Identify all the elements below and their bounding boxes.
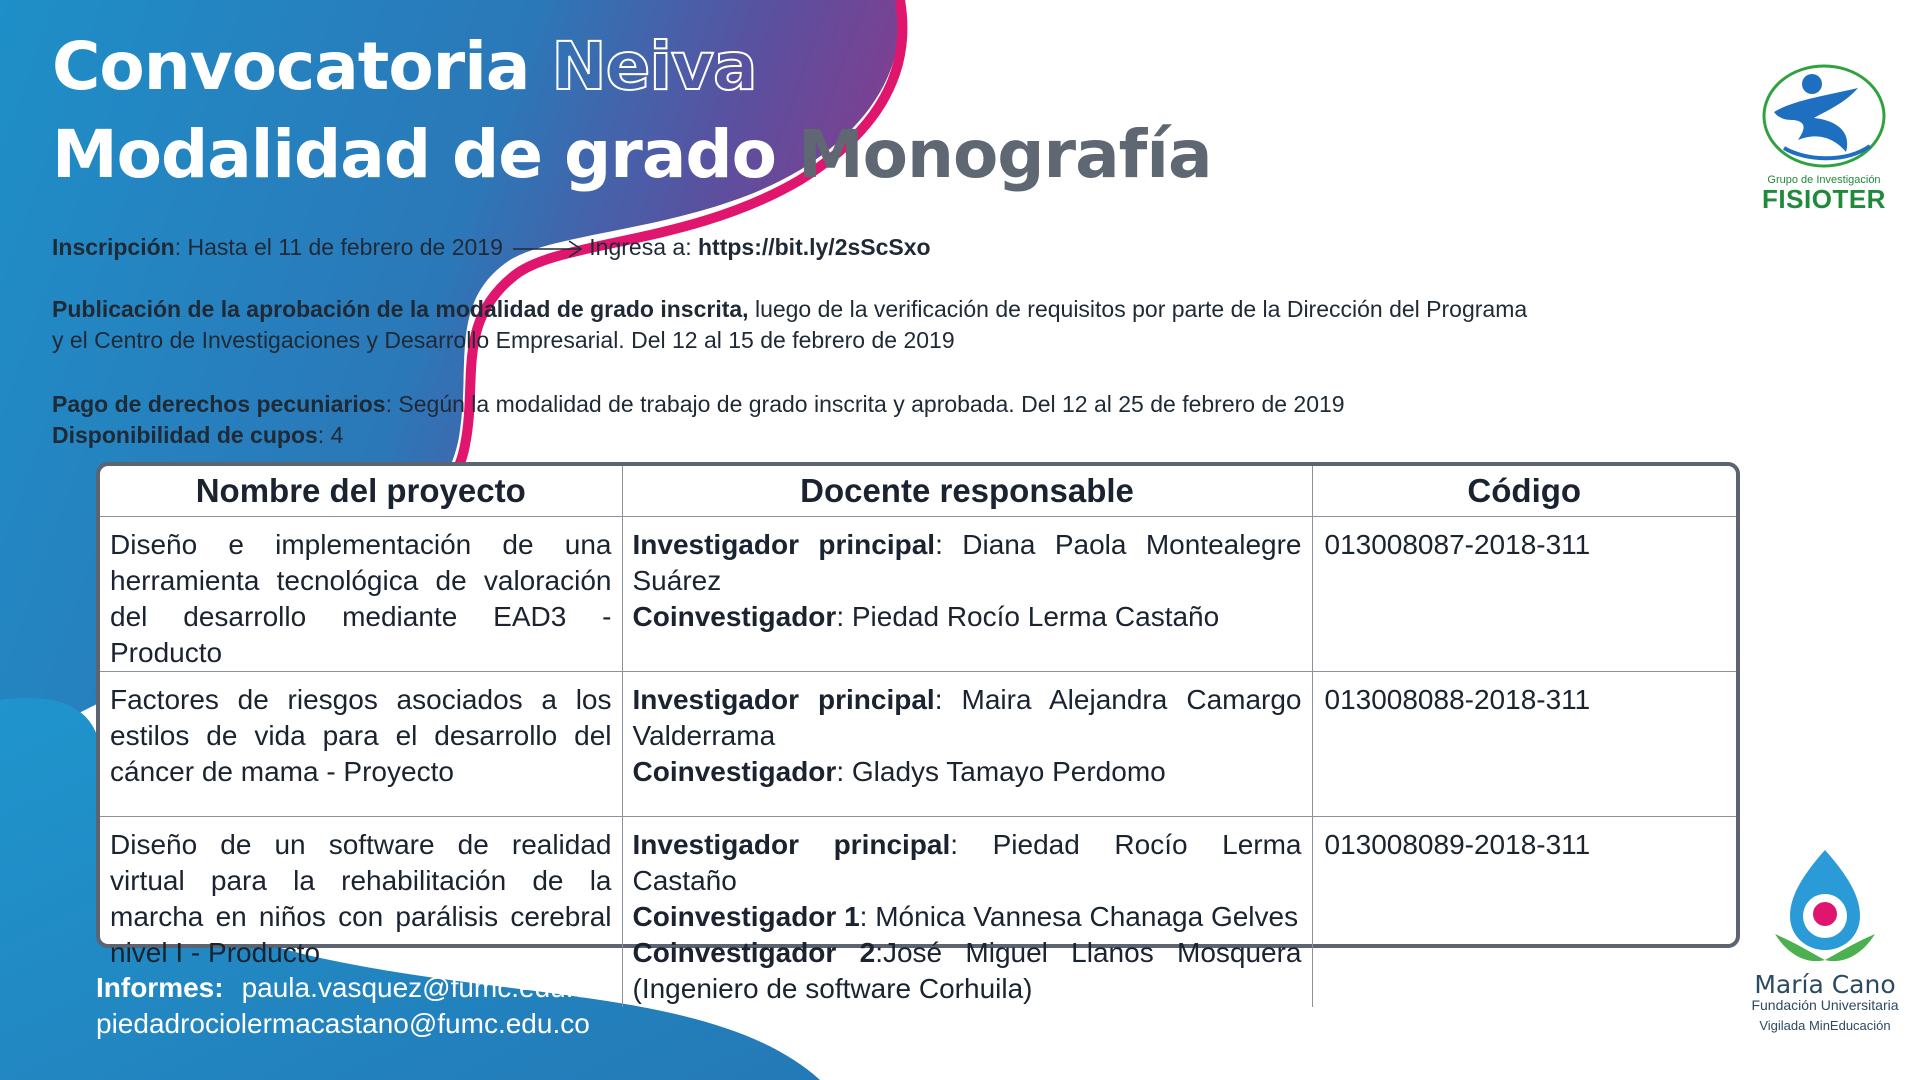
- arrow-right-icon: [513, 239, 585, 259]
- table-header-row: [100, 466, 1736, 516]
- header-project: Nombre del proyecto: [100, 466, 622, 516]
- project-code: 013008089-2018-311: [1312, 816, 1736, 1007]
- teacher-cell: Investigador principal: Diana Paola Montealegre Suárez Coinvestigador: Piedad Rocío Lerma Castaño: [622, 516, 1312, 671]
- fisioter-logo: Grupo de Investigación FISIOTER: [1754, 60, 1894, 220]
- payment-line: Pago de derechos pecuniarios: Según la modalidad de trabajo de grado inscrita y aprobada. Del 12 al 25 de febrero de 2019: [52, 391, 1345, 417]
- project-code: 013008087-2018-311: [1312, 516, 1736, 671]
- header-teacher: Docente responsable: [622, 466, 1312, 516]
- maria-cano-emblem-icon: [1740, 848, 1910, 970]
- contact-label: Informes:: [96, 972, 224, 1003]
- table-row: [100, 516, 1736, 671]
- contact-block: [96, 970, 603, 1042]
- teacher-cell: Investigador principal: Maira Alejandra Camargo Valderrama Coinvestigador: Gladys Tamayo Perdomo: [622, 671, 1312, 816]
- title-city: Neiva: [551, 28, 757, 105]
- fisioter-emblem-icon: [1754, 60, 1894, 176]
- teacher-cell: Investigador principal: Piedad Rocío Lerma Castaño Coinvestigador 1: Mónica Vannesa Chanaga Gelves Coinvestigador 2:José Miguel Llanos Mosquera (Ingeniero de software Corhuila): [622, 816, 1312, 1007]
- project-name: Diseño e implementación de una herramienta tecnológica de valoración del desarrollo mediante EAD3 - Producto: [100, 516, 622, 671]
- title-modality: Monografía: [797, 116, 1212, 193]
- title-line-1: Convocatoria Neiva: [52, 28, 757, 105]
- title-line-2: Modalidad de grado Monografía: [52, 116, 1212, 193]
- availability-line: Disponibilidad de cupos: 4: [52, 422, 344, 448]
- project-code: 013008088-2018-311: [1312, 671, 1736, 816]
- inscription-line: Inscripción: Hasta el 11 de febrero de 2019 Ingresa a: https://bit.ly/2sScSxo: [52, 234, 931, 260]
- registration-link[interactable]: https://bit.ly/2sScSxo: [697, 234, 931, 260]
- contact-email-1[interactable]: paula.vasquez@fumc.edu.co: [241, 972, 604, 1003]
- header-code: Código: [1312, 466, 1736, 516]
- publication-paragraph: Publicación de la aprobación de la modalidad de grado inscrita, luego de la verificación de requisitos por parte de la Dirección del Programa y el Centro de Investigaciones y Desarrollo Empresarial. Del 12 al 15 de febrero de 2019: [52, 296, 1528, 353]
- project-name: Factores de riesgos asociados a los estilos de vida para el desarrollo del cáncer de mama - Proyecto: [100, 671, 622, 816]
- project-name: Diseño de un software de realidad virtual para la rehabilitación de la marcha en niños con parálisis cerebral nivel I - Producto: [100, 816, 622, 1007]
- contact-email-2[interactable]: piedadrociolermacastano@fumc.edu.co: [96, 1008, 590, 1039]
- maria-cano-logo: María Cano Fundación Universitaria Vigilada MinEducación: [1740, 848, 1910, 1048]
- table-row: [100, 671, 1736, 816]
